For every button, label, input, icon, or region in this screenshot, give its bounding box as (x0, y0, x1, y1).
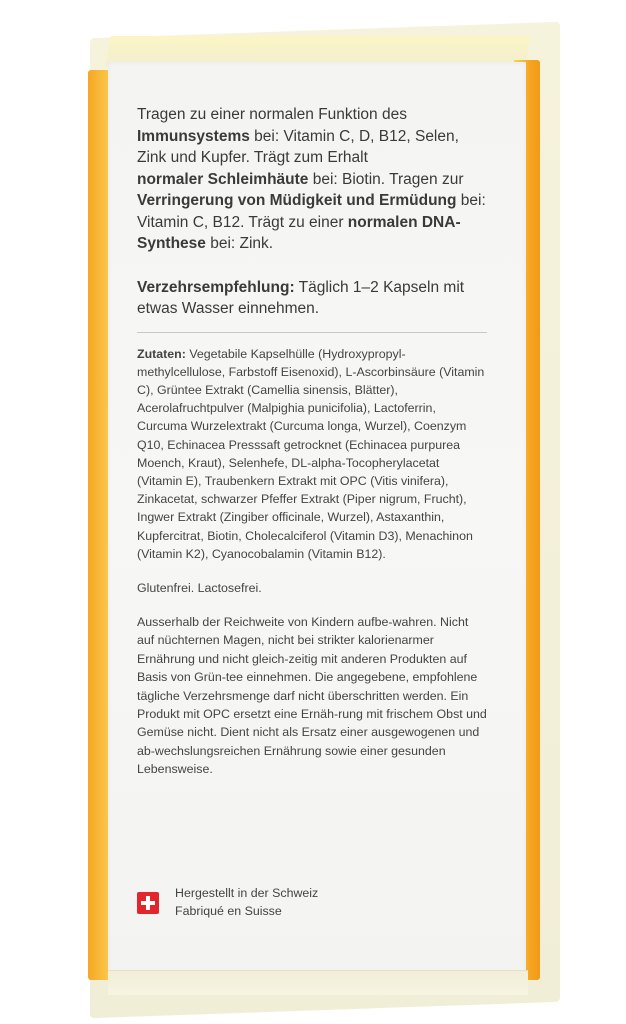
box-bottom-flap (108, 970, 528, 995)
label-text-block (137, 104, 487, 779)
claim-text: Tragen zu einer normalen Funktion des (137, 106, 407, 123)
ingredients-list (137, 345, 487, 563)
made-in-german: Hergestellt in der Schweiz (175, 886, 319, 900)
dosage-label: Verzehrsempfehlung: (137, 278, 295, 296)
claim-bold: normalen DNA-Synthese (137, 213, 461, 252)
ingredients-text: Vegetabile Kapselhülle (Hydroxypropyl-methylcellulose, Farbstoff Eisenoxid), L-Ascorbinsäure (Vitamin C), Grüntee Extrakt (Camellia sinensis, Blätter), Acerolafruchtpulver (Malpighia punicifolia), Lactoferrin, Curcuma Wurzelextrakt (Curcuma longa, Wurzel), Coenzym Q10, Echinacea Presssaft getrocknet (Echinacea purpurea Moench, Kraut), Selenhefe, DL-alpha-Tocopherylacetat (Vitamin E), Traubenkern Extrakt mit OPC (Vitis vinifera), Zinkacetat, schwarzer Pfeffer Extrakt (Piper nigrum, Frucht), Ingwer Extrakt (Zingiber officinale, Wurzel), Astaxanthin, Kupfercitrat, Biotin, Cholecalciferol (Vitamin D3), Menachinon (Vitamin K2), Cyanocobalamin (Vitamin B12). (137, 346, 485, 561)
dosage-recommendation (137, 277, 487, 320)
dosage-text: Täglich 1–2 Kapseln mit etwas Wasser einnehmen. (137, 278, 465, 317)
warning-text: Ausserhalb der Reichweite von Kindern aufbe-wahren. Nicht auf nüchternen Magen, nicht bei strikter kalorienarmer Ernährung und nicht gleich-zeitig mit anderen Produkten auf Basis von Grün-tee einnehmen. Die angegebene, empfohlene tägliche Verzehrsmenge darf nicht überschritten werden. Ein Produkt mit OPC ersetzt eine Ernäh-rung mit frischem Obst und Gemüse nicht. Dient nicht als Ersatz einer ausgewogenen und ab-wechslungsreichen Ernährung sowie einer gesunden Lebensweise. (137, 614, 487, 777)
claim-text: bei: Vitamin C, B12. Trägt zu einer (137, 192, 486, 231)
claim-text: bei: Biotin. Tragen zur (308, 170, 464, 188)
claim-bold: normaler Schleimhäute (137, 170, 309, 188)
claim-bold: Immunsystems (137, 127, 250, 145)
swiss-flag-icon (137, 892, 159, 914)
allergen-info: Glutenfrei. Lactosefrei. (137, 580, 262, 595)
made-in-french: Fabriqué en Suisse (175, 904, 282, 918)
claim-bold: Verringerung von Müdigkeit und Ermüdung (137, 192, 457, 209)
claim-text: bei: Zink. (205, 235, 274, 252)
box-left-edge (88, 70, 108, 980)
ingredients-label: Zutaten: (137, 346, 186, 361)
claim-text: bei: Vitamin C, D, B12, Selen, Zink und Kupfer. Trägt zum Erhalt (137, 127, 459, 166)
health-claims (137, 104, 487, 255)
divider (137, 332, 487, 333)
made-in-switzerland (137, 884, 397, 924)
